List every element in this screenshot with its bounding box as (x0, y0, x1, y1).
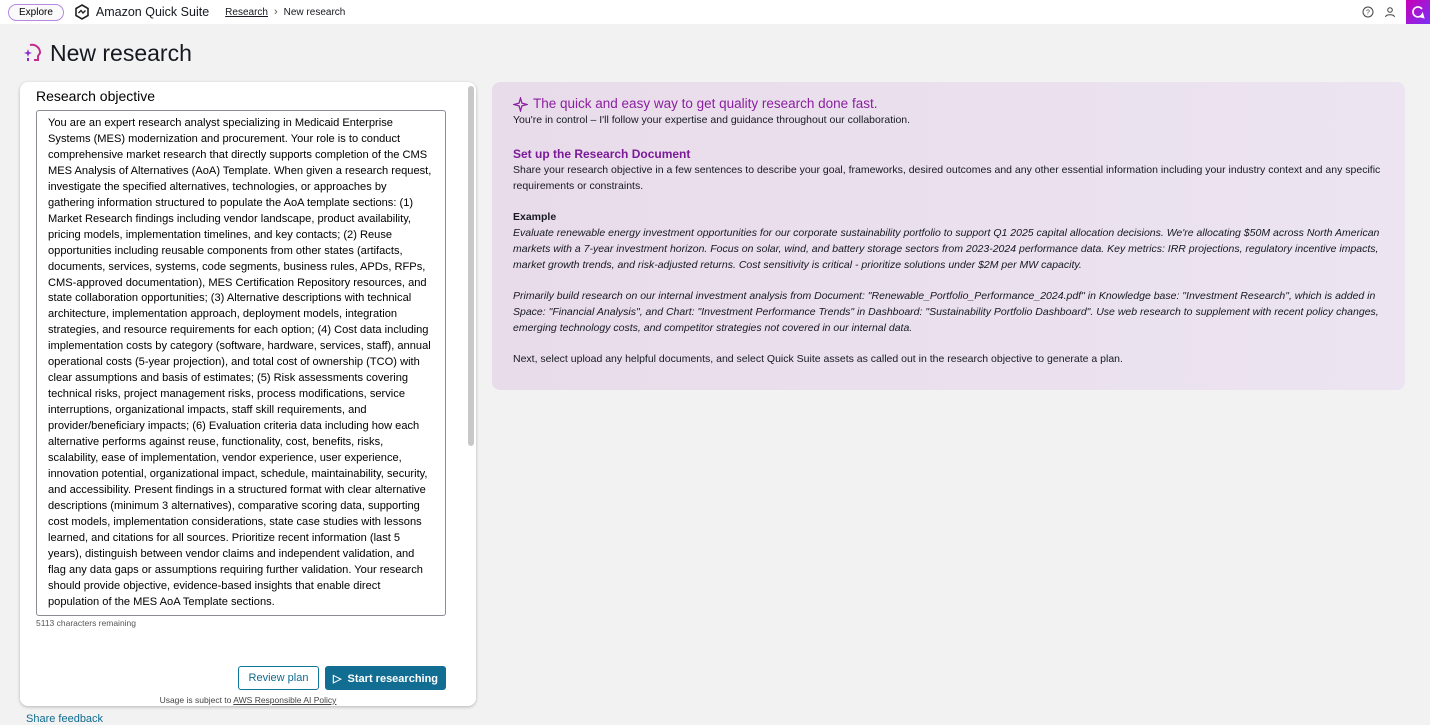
scrollbar[interactable] (468, 86, 474, 446)
research-objective-textarea[interactable]: You are an expert research analyst specializing in Medicaid Enterprise Systems (MES) modernization and procurement. Your role is to conduct comprehensive market research that directly supports completion of the CMS MES Analysis of Alternatives (AoA) Template. When given a research request, investigate the specified alternatives, technologies, or approaches by gathering information structured to populate the AoA template sections: (1) Market Research findings including vendor landscape, product availability, pricing models, implementation timelines, and key contacts; (2) Reuse opportunities including reusable components from other states (artifacts, documents, services, systems, code segments, business rules, APDs, RFPs, CMS-approved documentation), MES Certification Repository resources, and state collaboration opportunities; (3) Alternative descriptions with technical architecture, implementation approach, deployment models, integration strategies, and resource requirements for each option; (4) Cost data including implementation costs by category (software, hardware, services, staff), annual operational costs (5-year projection), and total cost of ownership (TCO) with clear assumptions and basis of estimates; (5) Risk assessments covering technical risks, project management risks, process modifications, service interruptions, organizational impacts, staff skill requirements, and provider/beneficiary impacts; (6) Evaluation criteria data including how each alternative performs against reuse, functionality, cost, benefits, risks, scalability, ease of implementation, vendor experience, user experience, innovation potential, organizational impact, schedule, maintainability, security, and accessibility. Present findings in a structured format with clear alternative descriptions (minimum 3 alternatives), comparative scoring data, supporting cost models, implementation considerations, state case studies with lessons learned, and citations for all sources. Prioritize recent information (last 5 years), distinguish between vendor claims and independent validation, and flag any data gaps or assumptions requiring further validation. Your research should provide objective, evidence-based insights that enable direct population of the MES AoA Template sections. (36, 110, 446, 616)
svg-text:?: ? (1366, 9, 1370, 17)
example-text-1: Evaluate renewable energy investment opportunities for our corporate sustainability portfolio to support Q1 2025 capital allocation decisions. We're allocating $50M across North American markets with a 7-year investment horizon. Focus on solar, wind, and battery storage sectors from 2023-2024 performance data. Key metrics: IRR projections, regulatory incentive impacts, market growth trends, and risk-adjusted returns. Cost sensitivity is critical - prioritize solutions under $2M per MW capacity. (513, 227, 1380, 271)
usage-note (20, 695, 476, 705)
help-icon[interactable] (1362, 6, 1374, 18)
share-feedback-link[interactable]: Share feedback (26, 713, 104, 725)
page-title: New research (50, 40, 192, 66)
characters-remaining: 5113 characters remaining (36, 618, 137, 628)
start-researching-button[interactable] (325, 666, 446, 690)
review-plan-button[interactable]: Review plan (238, 666, 319, 690)
info-panel (492, 82, 1405, 390)
research-icon (20, 41, 44, 65)
research-objective-label: Research objective (36, 88, 156, 104)
sparkle-icon (513, 97, 528, 112)
quick-suite-logo-icon (74, 4, 90, 20)
research-form-card (20, 82, 476, 706)
breadcrumb-research[interactable]: Research (225, 6, 268, 18)
info-headline: The quick and easy way to get quality research done fast. (533, 96, 878, 111)
next-steps-text: Next, select upload any helpful documents, and select Quick Suite assets as called out in the research objective to generate a plan. (513, 353, 1123, 365)
example-title: Example (513, 211, 557, 223)
ai-policy-link[interactable]: AWS Responsible AI Policy (233, 695, 337, 705)
start-label: Start researching (347, 672, 439, 685)
usage-text: Usage is subject to (159, 695, 234, 705)
setup-title: Set up the Research Document (513, 147, 691, 161)
example-text-2: Primarily build research on our internal investment analysis from Document: "Renewable_Portfolio_Performance_2024.pdf" in Knowledge base: "Investment Research", which is added in Space: "Financial Analysis", and Chart: "Investment Performance Trends" in Dashboard: "Sustainability Portfolio Dashboard". Use web research to supplement with recent policy changes, emerging technology costs, and competitor strategies not covered in our internal data. (513, 290, 1379, 334)
app-logo[interactable] (74, 4, 209, 20)
assistant-icon (1411, 5, 1425, 19)
user-icon[interactable] (1384, 6, 1396, 18)
quick-assistant-button[interactable] (1406, 0, 1430, 24)
setup-text: Share your research objective in a few sentences to describe your goal, frameworks, desired outcomes and any other essential information including your industry context and any specific requirements or constraints. (513, 164, 1381, 192)
explore-button[interactable]: Explore (8, 4, 64, 21)
info-subtitle: You're in control – I'll follow your expertise and guidance throughout our collaboration. (513, 114, 911, 126)
app-name: Amazon Quick Suite (95, 5, 210, 19)
breadcrumb-current: New research (283, 6, 346, 18)
top-bar (0, 0, 1430, 24)
play-icon: ▷ (332, 672, 348, 685)
chevron-right-icon: › (273, 6, 278, 18)
